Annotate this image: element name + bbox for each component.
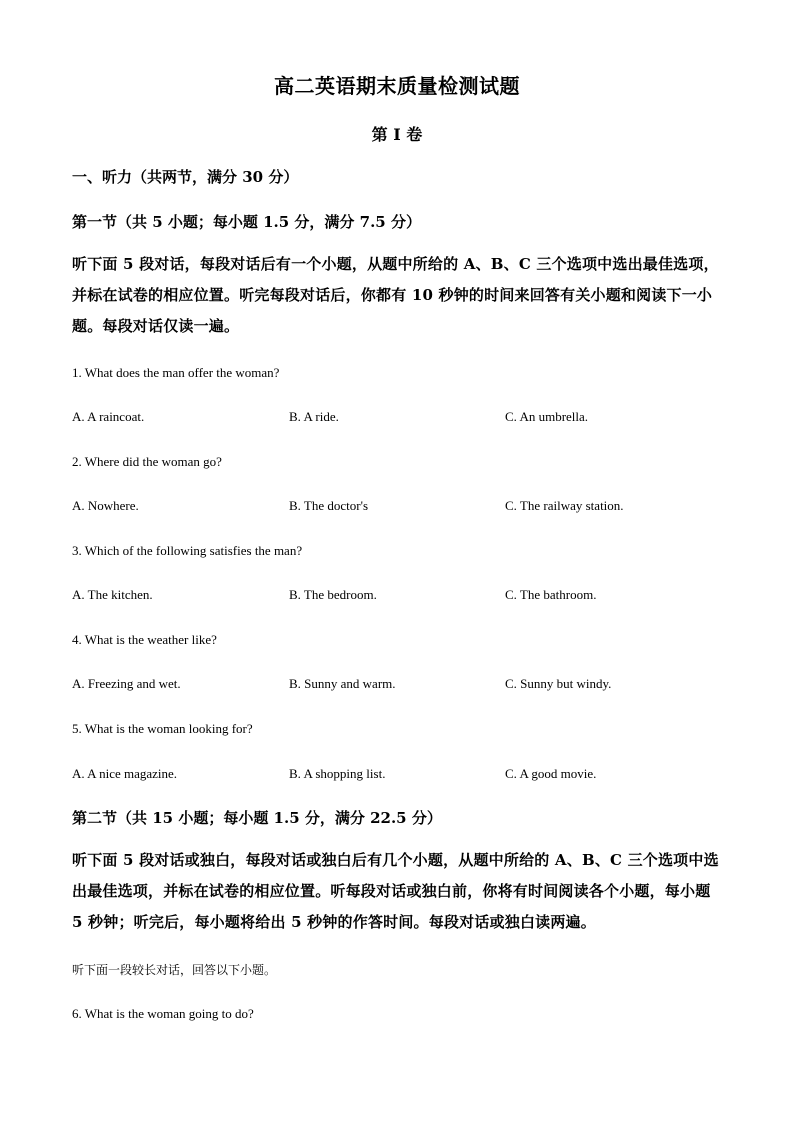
question-2-option-b: B. The doctor's bbox=[289, 498, 369, 513]
section2-instruction: 听下面 5 段对话或独白，每段对话或独白后有几个小题，从题中所给的 A、B、C 三个选项中选出最佳选项，并标在试卷的相应位置。听每段对话或独白前，你将有时间阅读各个小题，每小题 5 秒钟；听完后，每小题将给出 5 秒钟的作答时间。每段对话或独白读两遍。 bbox=[72, 851, 719, 931]
question-3-option-c: C. The bathroom. bbox=[505, 587, 597, 602]
part-listening-heading: 一、听力（共两节，满分 30 分） bbox=[72, 168, 299, 186]
question-1-option-c: C. An umbrella. bbox=[505, 409, 589, 424]
question-4-option-a: A. Freezing and wet. bbox=[72, 676, 181, 691]
question-3-option-b: B. The bedroom. bbox=[289, 587, 377, 602]
question-4-option-c: C. Sunny but windy. bbox=[505, 676, 612, 691]
question-5-option-b: B. A shopping list. bbox=[289, 766, 386, 781]
question-4: 4. What is the weather like? bbox=[72, 632, 217, 647]
question-5: 5. What is the woman looking for? bbox=[72, 721, 253, 736]
question-6: 6. What is the woman going to do? bbox=[72, 1006, 254, 1021]
question-4-option-b: B. Sunny and warm. bbox=[289, 676, 396, 691]
question-5-option-a: A. A nice magazine. bbox=[72, 766, 178, 781]
question-1-option-b: B. A ride. bbox=[289, 409, 339, 424]
question-1-option-a: A. A raincoat. bbox=[72, 409, 145, 424]
exam-title: 高二英语期末质量检测试题 bbox=[274, 74, 520, 98]
section2-note: 听下面一段较长对话，回答以下小题。 bbox=[72, 963, 277, 977]
section1-heading: 第一节（共 5 小题；每小题 1.5 分，满分 7.5 分） bbox=[72, 213, 421, 231]
section2-heading: 第二节（共 15 小题；每小题 1.5 分，满分 22.5 分） bbox=[72, 809, 442, 827]
volume-label: 第 I 卷 bbox=[371, 125, 423, 144]
question-5-option-c: C. A good movie. bbox=[505, 766, 597, 781]
question-3-option-a: A. The kitchen. bbox=[72, 587, 153, 602]
question-3: 3. Which of the following satisfies the man? bbox=[72, 543, 303, 558]
section1-instruction: 听下面 5 段对话，每段对话后有一个小题，从题中所给的 A、B、C 三个选项中选出最佳选项，并标在试卷的相应位置。听完每段对话后，你都有 10 秒钟的时间来回答有关小题和阅读下一小题。每段对话仅读一遍。 bbox=[72, 255, 719, 335]
question-1: 1. What does the man offer the woman? bbox=[72, 365, 280, 380]
question-2-option-c: C. The railway station. bbox=[505, 498, 624, 513]
question-2: 2. Where did the woman go? bbox=[72, 454, 222, 469]
question-2-option-a: A. Nowhere. bbox=[72, 498, 139, 513]
